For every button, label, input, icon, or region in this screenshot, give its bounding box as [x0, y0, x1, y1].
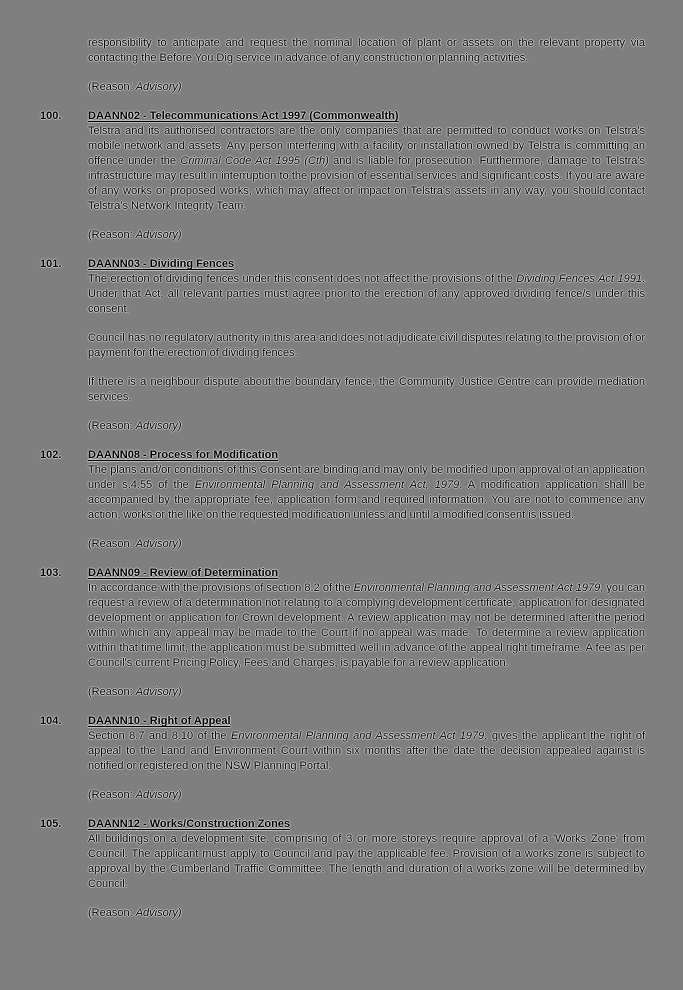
reason-note	[88, 228, 645, 243]
condition-section	[40, 257, 645, 448]
condition-body	[88, 109, 645, 257]
reason-note	[88, 537, 645, 552]
text-segment: (Reason:	[88, 907, 136, 919]
condition-section	[40, 714, 645, 817]
italic-text-segment: Advisory)	[135, 907, 182, 919]
italic-text-segment: Environmental Planning and Assessment Act 1979	[231, 730, 485, 742]
condition-body	[88, 257, 645, 448]
condition-number: 104.	[40, 715, 62, 727]
condition-body	[88, 36, 645, 109]
condition-heading: DAANN12 - Works/Construction Zones	[88, 818, 291, 830]
condition-section	[40, 817, 645, 935]
condition-paragraph	[88, 375, 645, 405]
text-segment: Section 8.7 and 8.10 of the	[88, 730, 232, 742]
condition-section	[40, 109, 645, 257]
text-segment: , gives the applicant the right of appeal to the Land and Environment Court within six months after the date the decision appealed against is notified or registered on the NSW Planning Portal.	[88, 730, 646, 772]
text-segment: All buildings on a development site, comprising of 3 or more storeys require approval of a 'Works Zone' from Council. The applicant must apply to Council and pay the applicable fee. Provision of a works zone is subject to approval by the Cumberland Traffic Committee. The length and duration of a works zone will be determined by Council.	[88, 833, 645, 890]
condition-section	[40, 36, 645, 109]
italic-text-segment: Advisory)	[135, 686, 182, 698]
text-segment: (Reason:	[88, 686, 136, 698]
condition-heading: DAANN10 - Right of Appeal	[88, 715, 231, 727]
condition-body	[88, 817, 645, 935]
condition-heading: DAANN03 - Dividing Fences	[88, 258, 235, 270]
italic-text-segment: Advisory)	[135, 420, 182, 432]
italic-text-segment: Criminal Code Act 1995 (Cth)	[180, 155, 329, 167]
condition-section	[40, 448, 645, 566]
reason-note	[88, 419, 645, 434]
text-segment: The erection of dividing fences under this consent does not affect the provisions of the	[88, 273, 517, 285]
text-segment: (Reason:	[88, 538, 136, 550]
text-segment: In accordance with the provisions of section 8.2 of the	[88, 582, 354, 594]
condition-number: 102.	[40, 449, 62, 461]
italic-text-segment: Dividing Fences Act 1991	[516, 273, 642, 285]
condition-paragraph	[88, 463, 645, 523]
reason-note	[88, 685, 645, 700]
text-segment: Council has no regulatory authority in this area and does not adjudicate civil disputes relating to the provision of or payment for the erection of dividing fences.	[88, 332, 645, 359]
condition-body	[88, 714, 645, 817]
italic-text-segment: Environmental Planning and Assessment Act 1979	[353, 582, 601, 594]
condition-body	[88, 566, 645, 714]
italic-text-segment: Advisory)	[135, 789, 182, 801]
condition-paragraph	[88, 272, 645, 317]
italic-text-segment: Advisory)	[135, 81, 182, 93]
italic-text-segment: Advisory)	[135, 538, 182, 550]
italic-text-segment: Advisory)	[135, 229, 182, 241]
condition-paragraph	[88, 124, 645, 214]
condition-heading: DAANN08 - Process for Modification	[88, 449, 279, 461]
condition-paragraph	[88, 331, 645, 361]
text-segment: . A modification application shall be accompanied by the appropriate fee, application form and required information. You are not to commence any action, works or the like on the requested modification unless and until a modified consent is issued.	[88, 479, 646, 521]
italic-text-segment: Environmental Planning and Assessment Act, 1979	[194, 479, 460, 491]
text-segment: responsibility to anticipate and request the nominal location of plant or assets on the relevant property via contacting the Before You Dig service in advance of any construction or planning activities.	[88, 37, 645, 64]
condition-paragraph	[88, 832, 645, 892]
condition-paragraph	[88, 36, 645, 66]
text-segment: Telstra and its authorised contractors are the only companies that are permitted to conduct works on Telstra's mobile network and assets. Any person interfering with a facility or installation owned by Telstra is committing an offence under the	[88, 125, 645, 167]
reason-note	[88, 788, 645, 803]
text-segment: and is liable for prosecution. Furthermore, damage to Telstra's infrastructure may result in interruption to the provision of essential services and significant costs. If you are aware of any works or proposed works, which may affect or impact on Telstra's assets in any way, you should contact Telstra's Network Integrity Team.	[88, 155, 646, 212]
reason-note	[88, 906, 645, 921]
text-segment: (Reason:	[88, 229, 136, 241]
condition-heading: DAANN02 - Telecommunications Act 1997 (Commonwealth)	[88, 110, 399, 122]
text-segment: . Under that Act, all relevant parties must agree prior to the erection of any approved dividing fence/s under this consent.	[88, 273, 645, 315]
conditions-list	[40, 36, 645, 935]
text-segment: The plans and/or conditions of this Consent are binding and may only be modified upon approval of an application under s.4.55 of the	[88, 464, 645, 491]
text-segment: (Reason:	[88, 420, 136, 432]
condition-number: 101.	[40, 258, 62, 270]
condition-body	[88, 448, 645, 566]
condition-heading: DAANN09 - Review of Determination	[88, 567, 279, 579]
text-segment: (Reason:	[88, 789, 136, 801]
condition-section	[40, 566, 645, 714]
condition-number: 100.	[40, 110, 62, 122]
condition-paragraph	[88, 729, 645, 774]
reason-note	[88, 80, 645, 95]
text-segment: If there is a neighbour dispute about the boundary fence, the Community Justice Centre can provide mediation services.	[88, 376, 645, 403]
condition-number: 103.	[40, 567, 62, 579]
condition-number: 105.	[40, 818, 62, 830]
text-segment: , you can request a review of a determination not relating to a complying development certificate, application for designated development or application for Crown development. A review application may not be determined after the period within which any appeal may be made to the Court if no appeal was made. To determine a review application within that time limit, the application must be submitted well in advance of the appeal right timeframe. A fee as per Council's current Pricing Policy, Fees and Charges, is payable for a review application.	[88, 582, 646, 669]
text-segment: (Reason:	[88, 81, 136, 93]
condition-paragraph	[88, 581, 645, 671]
